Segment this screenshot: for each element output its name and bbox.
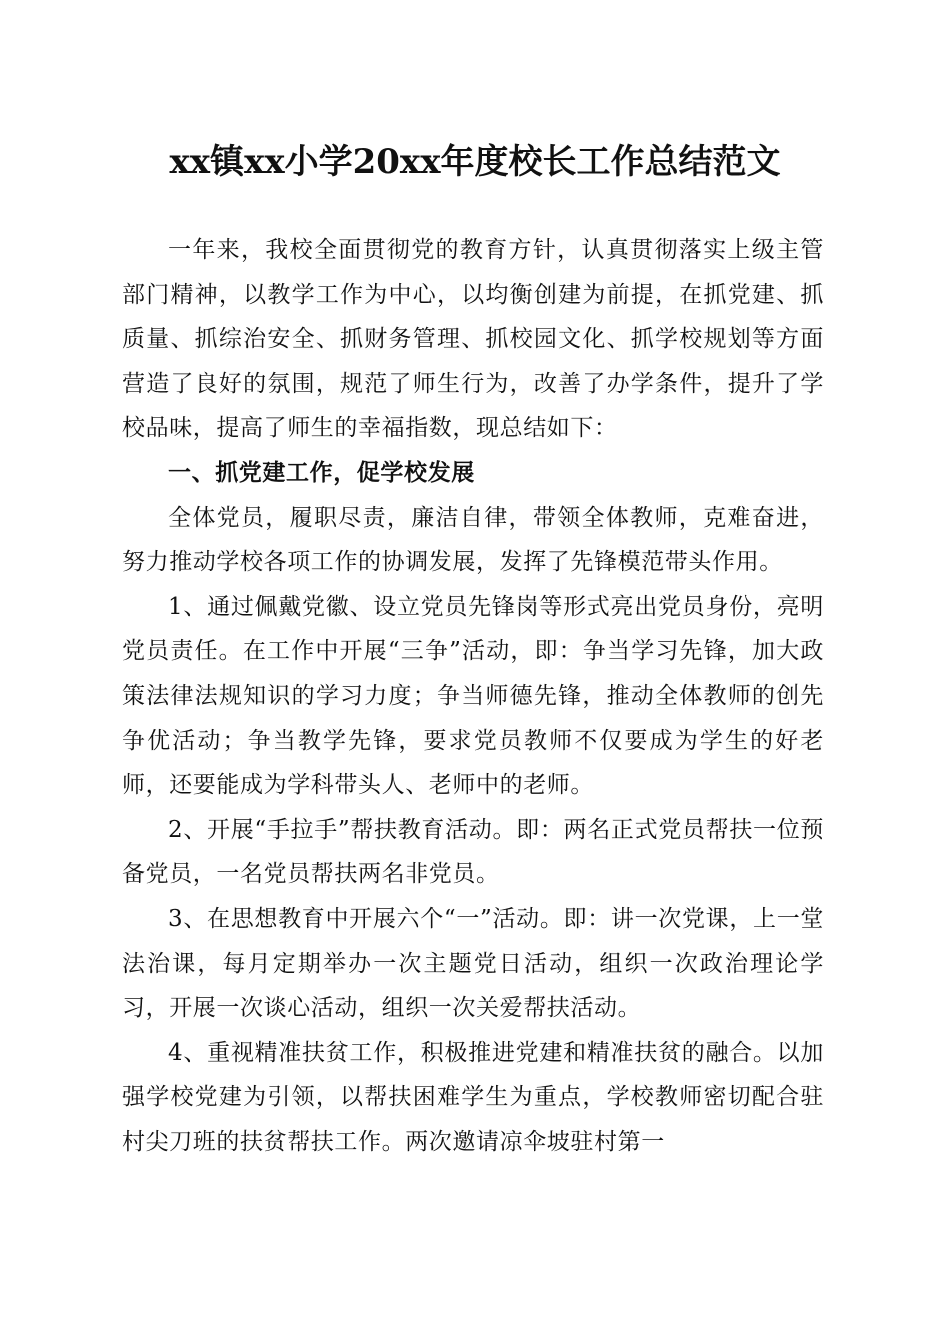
body-paragraph: 3、在思想教育中开展六个“一”活动。即：讲一次党课，上一堂法治课，每月定期举办一次主题党日活动，组织一次政治理论学习，开展一次谈心活动，组织一次关爱帮扶活动。: [122, 905, 824, 1022]
document-title: xx镇xx小学20xx年度校长工作总结范文: [169, 142, 781, 182]
body-paragraph: 2、开展“手拉手”帮扶教育活动。即：两名正式党员帮扶一位预备党员，一名党员帮扶两名非党员。: [122, 816, 824, 888]
body-paragraph: 1、通过佩戴党徽、设立党员先锋岗等形式亮出党员身份，亮明党员责任。在工作中开展“三争”活动，即：争当学习先锋，加大政策法律法规知识的学习力度；争当师德先锋，推动全体教师的创先争优活动；争当教学先锋，要求党员教师不仅要成为学生的好老师，还要能成为学科带头人、老师中的老师。: [122, 593, 824, 799]
document-body: [122, 228, 824, 1164]
section-heading: 一、抓党建工作，促学校发展: [168, 459, 475, 486]
intro-paragraph: 一年来，我校全面贯彻党的教育方针，认真贯彻落实上级主管部门精神，以教学工作为中心，以均衡创建为前提，在抓党建、抓质量、抓综治安全、抓财务管理、抓校园文化、抓学校规划等方面营造了良好的氛围，规范了师生行为，改善了办学条件，提升了学校品味，提高了师生的幸福指数，现总结如下：: [122, 237, 824, 442]
body-paragraph: 4、重视精准扶贫工作，积极推进党建和精准扶贫的融合。以加强学校党建为引领，以帮扶困难学生为重点，学校教师密切配合驻村尖刀班的扶贫帮扶工作。两次邀请凉伞坡驻村第一: [122, 1039, 824, 1155]
body-paragraph: 全体党员，履职尽责，廉洁自律，带领全体教师，克难奋进，努力推动学校各项工作的协调发展，发挥了先锋模范带头作用。: [122, 504, 824, 576]
